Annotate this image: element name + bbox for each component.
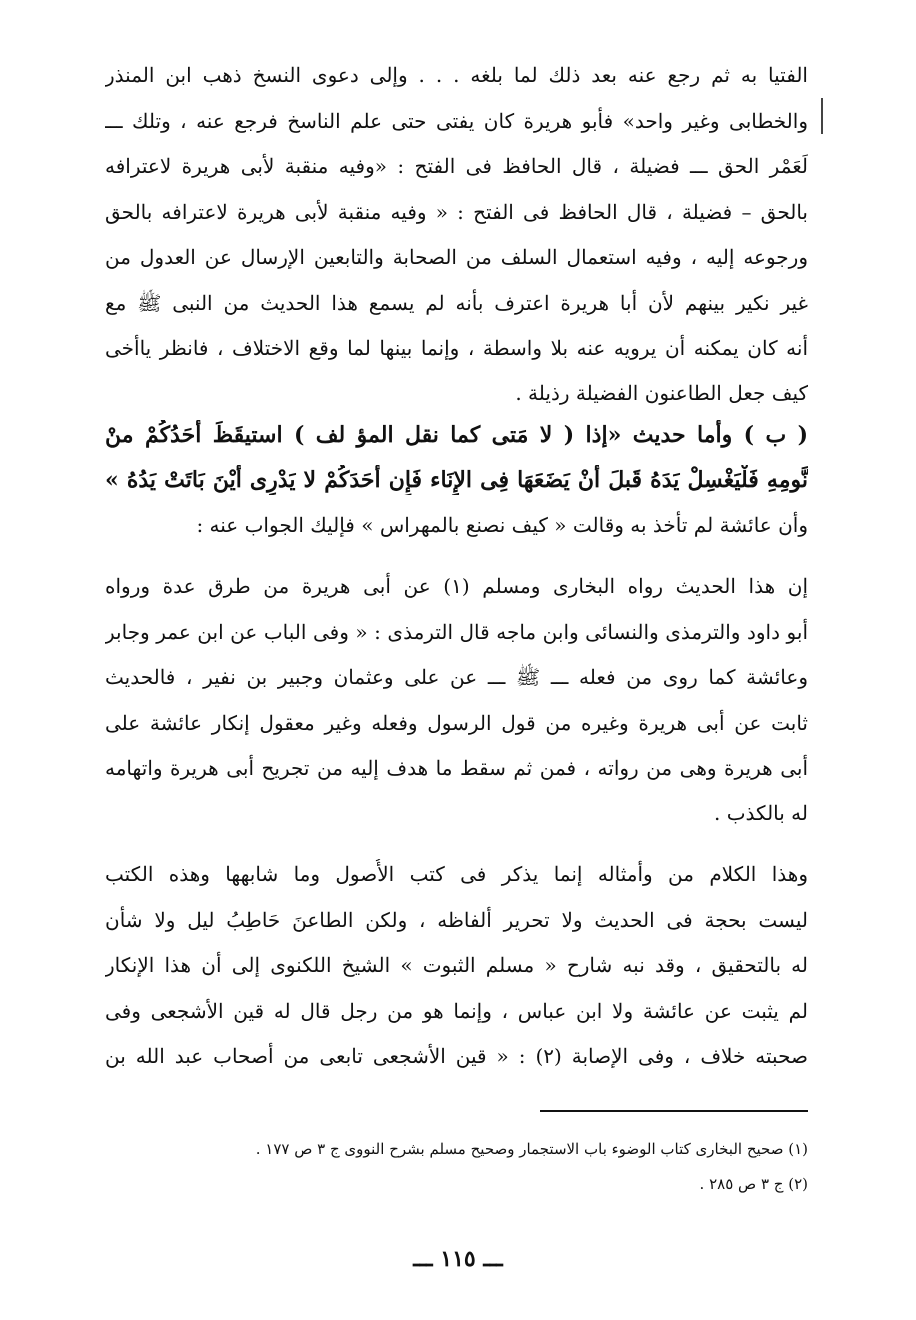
hadith-line: ( ب ) وأما حديث «إذا ( لا مَتى كما نقل المؤ لف ) استيقَظَ أحَدُكُمْ منْ — [105, 422, 808, 448]
hadith-line: نَّومِهِ فَلْيَغْسِلْ يَدَهُ قَبلَ أنْ يَضَعَهَا فِى الإِنَاء فَإِن أحَدَكُمْ لا يَدْرِى أَيْنَ بَاتَتْ يَدُهُ » — [105, 467, 808, 493]
text-line: أبو داود والترمذى والنسائى وابن ماجه قال الترمذى : « وفى الباب عن ابن عمر وجابر — [105, 620, 808, 644]
text-line: له بالكذب . — [713, 801, 808, 825]
text-line: إن هذا الحديث رواه البخارى ومسلم (١) عن أبى هريرة من طرق عدة ورواه — [105, 574, 808, 598]
page-number: ـــ ١١٥ ـــ — [413, 1246, 503, 1272]
text-line: ثابت عن أبى هريرة وغيره من قول الرسول وفعله وغير معقول إنكار عائشة على — [105, 711, 808, 735]
text-line: أبى هريرة وهى من رواته ، فمن ثم سقط ما هدف إليه من تجريح أبى هريرة واتهامه — [105, 756, 808, 780]
footnote-1: (١) صحيح البخارى كتاب الوضوء باب الاستجمار وصحيح مسلم بشرح النووى ج ٣ ص ١٧٧ . — [255, 1140, 808, 1158]
text-line: ليست بحجة فى الحديث ولا تحرير ألفاظه ، ولكن الطاعنَ حَاطِبُ ليل ولا شأن — [105, 908, 808, 932]
footnote-2: (٢) ج ٣ ص ٢٨٥ . — [699, 1175, 808, 1193]
text-line: بالحق – فضيلة ، قال الحافظ فى الفتح : « وفيه منقبة لأبى هريرة لاعترافه بالحق — [105, 200, 808, 224]
text-line: صحبته خلاف ، وفى الإصابة (٢) : « قين الأشجعى تابعى من أصحاب عبد الله بن — [105, 1044, 808, 1068]
text-line: له بالتحقيق ، وقد نبه شارح « مسلم الثبوت » الشيخ اللكنوى إلى أن هذا الإنكار — [105, 953, 808, 977]
text-line: وأن عائشة لم تأخذ به وقالت « كيف نصنع بالمهراس » فإليك الجواب عنه : — [196, 513, 808, 537]
text-line: كيف جعل الطاعنون الفضيلة رذيلة . — [515, 381, 808, 405]
text-line: والخطابى وغير واحد» فأبو هريرة كان يفتى حتى علم الناسخ فرجع عنه ، وتلك ـــ — [105, 109, 808, 133]
text-line: لَعَمْر الحق ـــ فضيلة ، قال الحافظ فى الفتح : «وفيه منقبة لأبى هريرة لاعترافه — [105, 154, 808, 178]
text-line: ورجوعه إليه ، وفيه استعمال السلف من الصحابة والتابعين الإرسال عن العدول من — [105, 245, 808, 269]
text-line: وهذا الكلام من وأمثاله إنما يذكر فى كتب الأُصول وما شابهها وهذه الكتب — [105, 862, 808, 886]
text-line: الفتيا به ثم رجع عنه بعد ذلك لما بلغه . . . وإلى دعوى النسخ ذهب ابن المنذر — [105, 63, 808, 87]
text-line: وعائشة كما روى من فعله ـــ ﷺ ـــ عن على وعثمان وجبير بن نفير ، فالحديث — [105, 665, 808, 689]
text-line: غير نكير بينهم لأن أبا هريرة اعترف بأنه لم يسمع هذا الحديث من النبى ﷺ مع — [105, 291, 808, 315]
footnote-separator — [540, 1110, 808, 1112]
margin-mark — [821, 98, 823, 134]
text-line: أنه كان يمكنه أن يرويه عنه بلا واسطة ، وإنما بينها لما وقع الاختلاف ، فانظر ياأخى — [105, 336, 808, 360]
text-line: لم يثبت عن عائشة ولا ابن عباس ، وإنما هو من رجل قال له قين الأشجعى وفى — [105, 999, 808, 1023]
